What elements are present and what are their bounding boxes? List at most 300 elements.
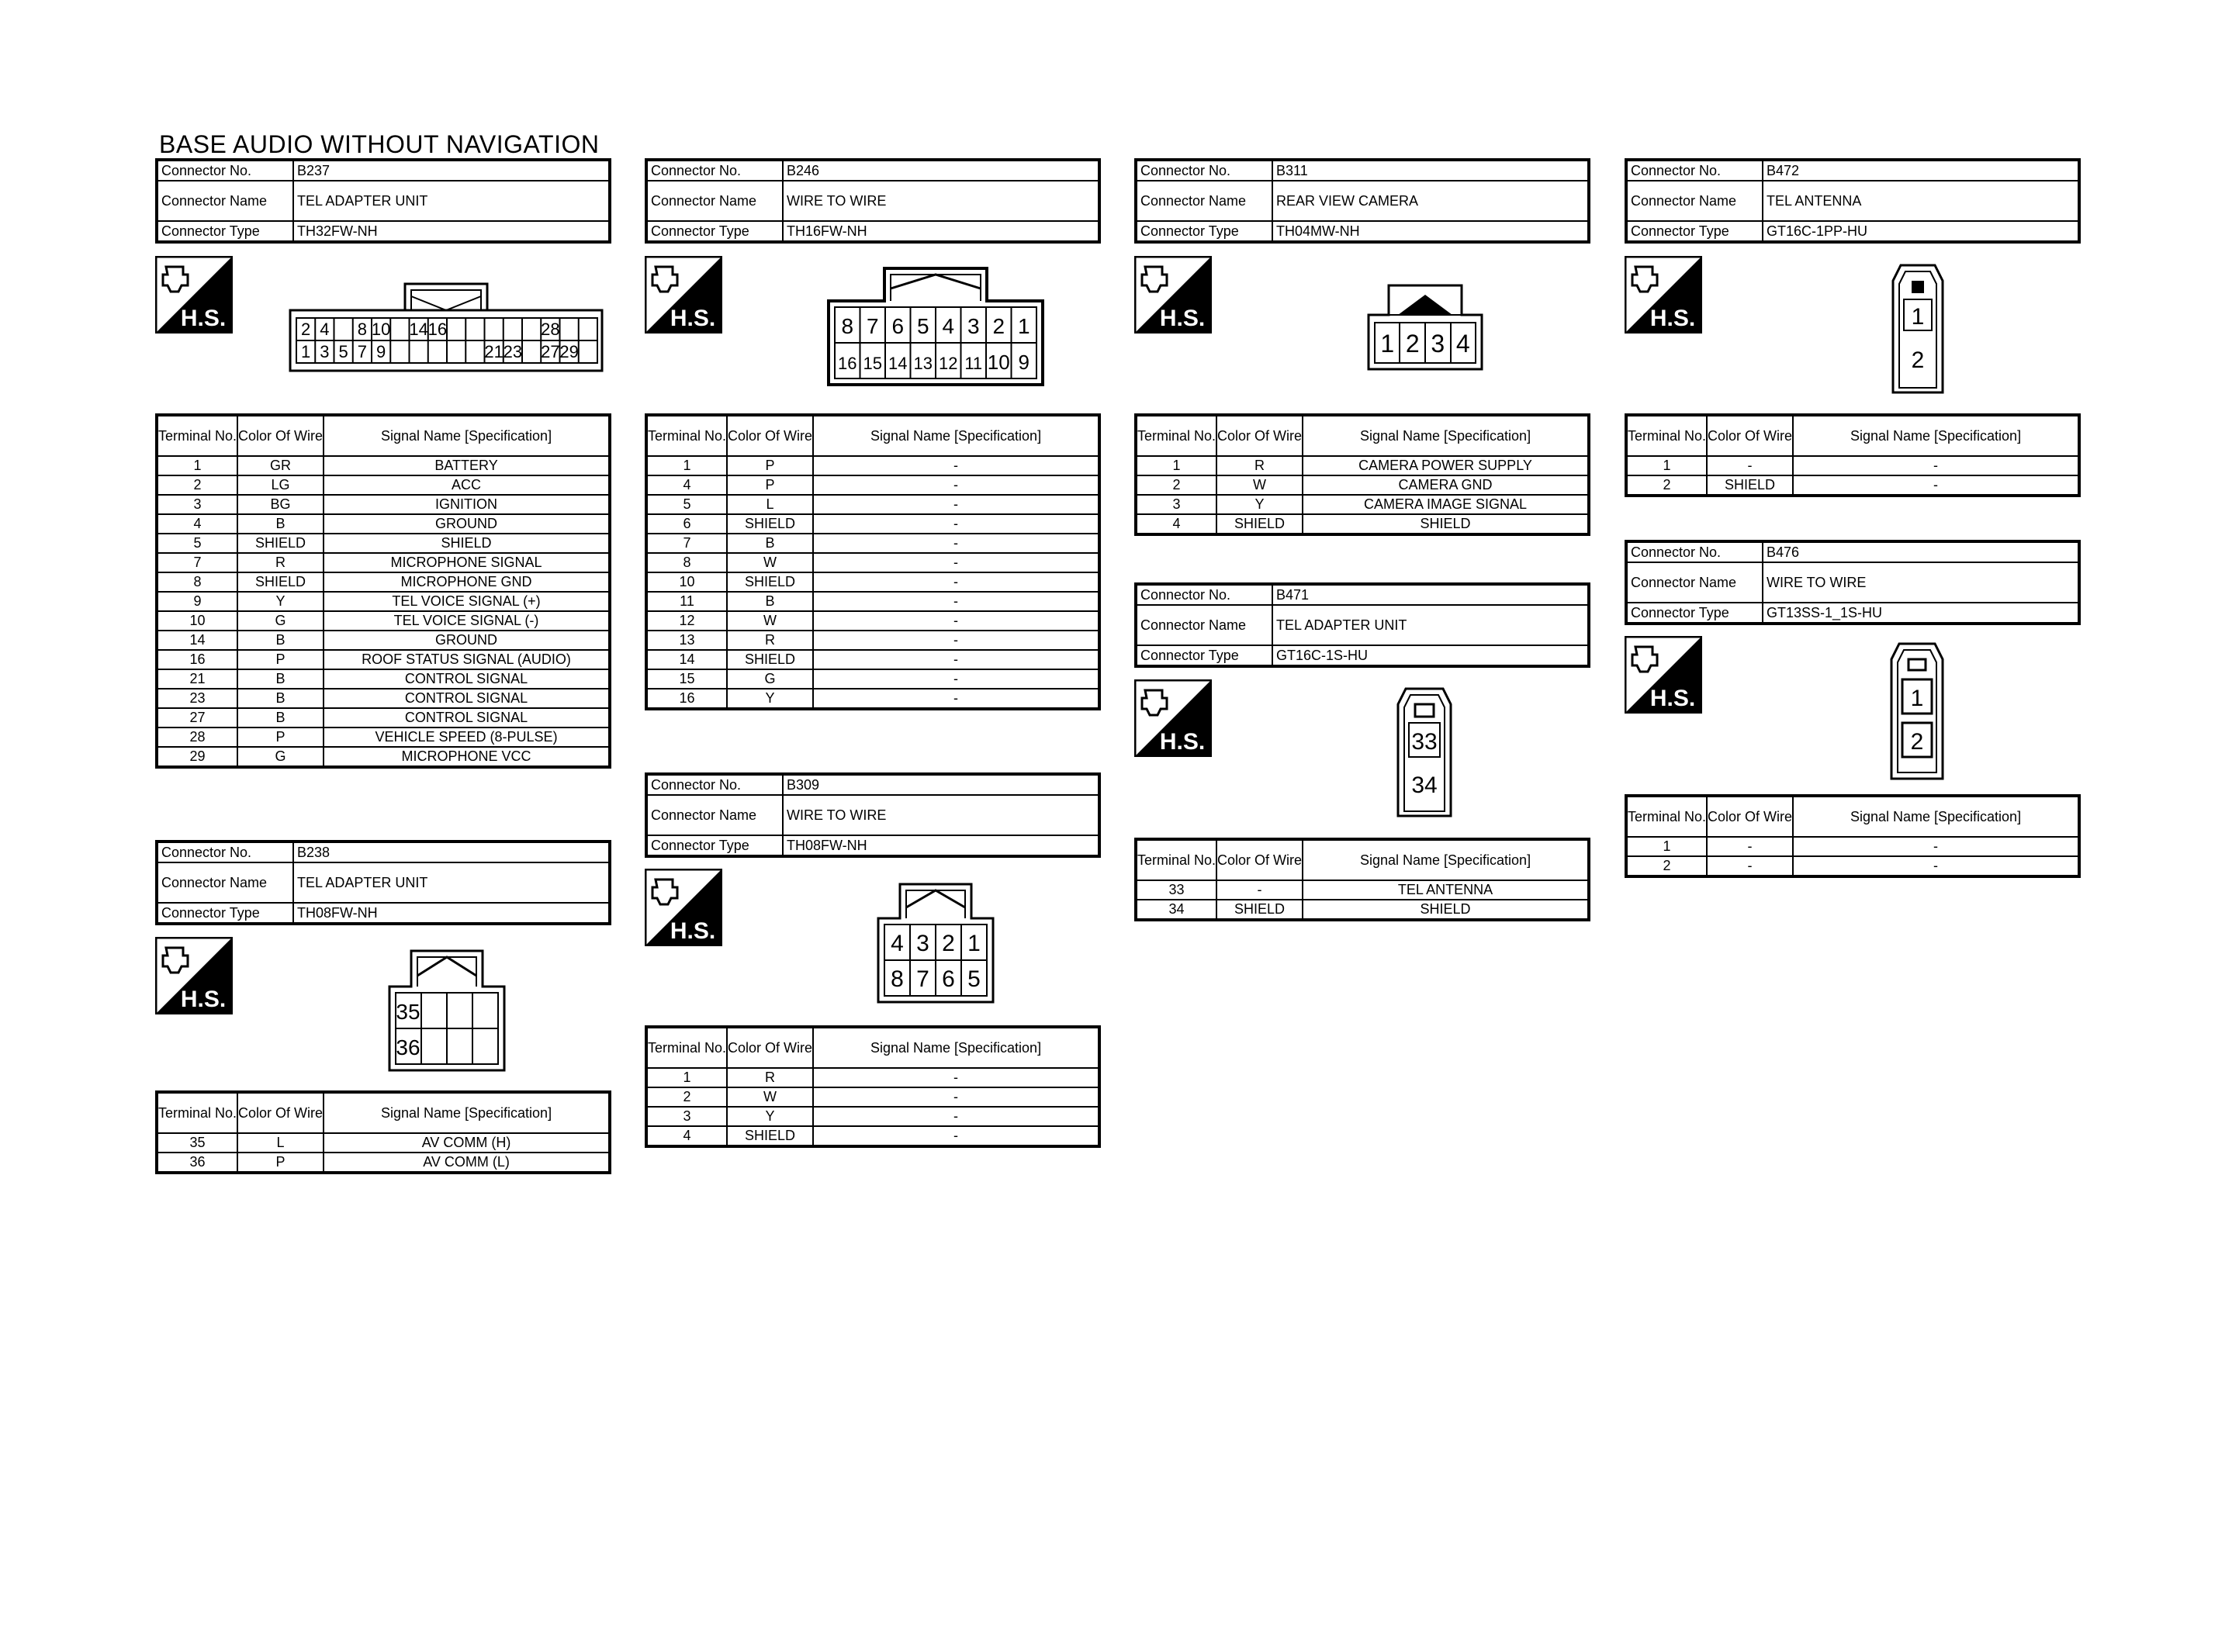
terminal-no-cell: 12 <box>646 611 727 631</box>
header-color-of-wire: Color Of Wire <box>1707 796 1793 837</box>
wire-color-cell: SHIELD <box>1216 900 1303 920</box>
pin-label: 1 <box>967 931 981 956</box>
terminal-no-cell: 28 <box>157 728 237 747</box>
hs-label: H.S. <box>180 987 227 1012</box>
wire-color-cell: Y <box>727 689 813 709</box>
label-connector-no: Connector No. <box>1136 160 1272 181</box>
wire-color-cell: W <box>727 611 813 631</box>
label-connector-no: Connector No. <box>1626 541 1763 562</box>
header-terminal-no: Terminal No. <box>646 1027 727 1068</box>
terminal-no-cell: 3 <box>646 1107 727 1126</box>
pin-label: 14 <box>888 354 908 373</box>
pin-label: 3 <box>916 931 929 956</box>
pin-label: 4 <box>891 931 904 956</box>
pin-label: 29 <box>559 342 579 361</box>
connector-face-b311 <box>1367 282 1483 371</box>
connector-no-value: B311 <box>1272 160 1589 181</box>
wire-color-cell: R <box>727 631 813 650</box>
connector-type-value: GT16C-1S-HU <box>1272 645 1589 666</box>
harness-side-icon <box>155 937 233 1014</box>
connector-info-b476 <box>1625 540 2081 625</box>
wire-color-cell: P <box>727 456 813 475</box>
wire-color-cell: G <box>237 611 324 631</box>
connector-face-b476 <box>1890 642 1944 780</box>
label-connector-name: Connector Name <box>157 862 293 903</box>
wire-color-cell: - <box>1216 880 1303 900</box>
terminal-row <box>157 456 610 475</box>
signal-name-cell: SHIELD <box>324 534 610 553</box>
terminal-row <box>157 650 610 669</box>
wire-color-cell: W <box>727 553 813 572</box>
hs-label: H.S. <box>1159 729 1206 755</box>
terminal-row <box>646 553 1099 572</box>
connector-name-value: REAR VIEW CAMERA <box>1272 181 1589 221</box>
pin-label: 2 <box>1911 347 1925 373</box>
pin-label: 2 <box>301 320 311 339</box>
wire-color-cell: B <box>237 631 324 650</box>
signal-name-cell: CONTROL SIGNAL <box>324 708 610 728</box>
signal-name-cell: SHIELD <box>1303 514 1589 534</box>
signal-name-cell: CONTROL SIGNAL <box>324 669 610 689</box>
pin-label: 11 <box>964 354 983 373</box>
terminal-no-cell: 2 <box>1626 856 1707 876</box>
wire-color-cell: P <box>237 728 324 747</box>
wire-color-cell: G <box>237 747 324 767</box>
wire-color-cell: W <box>727 1087 813 1107</box>
terminal-table-b237 <box>155 413 611 769</box>
wire-color-cell: SHIELD <box>727 514 813 534</box>
signal-name-cell: AV COMM (H) <box>324 1133 610 1153</box>
signal-name-cell: MICROPHONE VCC <box>324 747 610 767</box>
signal-name-cell: - <box>813 592 1099 611</box>
signal-name-cell: - <box>1793 837 2079 856</box>
harness-side-icon <box>1134 256 1212 334</box>
connector-name-value: TEL ADAPTER UNIT <box>1272 605 1589 645</box>
pin-label: 7 <box>866 314 879 338</box>
connector-face-b472 <box>1891 264 1944 394</box>
terminal-row <box>157 553 610 572</box>
connector-info-b238 <box>155 840 611 925</box>
wire-color-cell: P <box>237 650 324 669</box>
terminal-no-cell: 21 <box>157 669 237 689</box>
terminal-no-cell: 36 <box>157 1153 237 1173</box>
wire-color-cell: B <box>237 514 324 534</box>
terminal-row <box>646 650 1099 669</box>
signal-name-cell: - <box>813 1087 1099 1107</box>
terminal-table-b471 <box>1134 838 1590 921</box>
wire-color-cell: - <box>1707 856 1793 876</box>
header-signal-name: Signal Name [Specification] <box>324 415 610 456</box>
wire-color-cell: P <box>727 475 813 495</box>
connector-name-value: WIRE TO WIRE <box>1763 562 2079 603</box>
terminal-row <box>157 1153 610 1173</box>
wire-color-cell: BG <box>237 495 324 514</box>
terminal-no-cell: 13 <box>646 631 727 650</box>
terminal-row <box>157 1133 610 1153</box>
signal-name-cell: CAMERA POWER SUPPLY <box>1303 456 1589 475</box>
connector-info-b472 <box>1625 158 2081 244</box>
harness-side-icon <box>155 256 233 334</box>
pin-label: 14 <box>409 320 428 339</box>
signal-name-cell: TEL VOICE SIGNAL (-) <box>324 611 610 631</box>
connector-info-b311 <box>1134 158 1590 244</box>
label-connector-type: Connector Type <box>1136 221 1272 242</box>
wire-color-cell: G <box>727 669 813 689</box>
wire-color-cell: GR <box>237 456 324 475</box>
label-connector-no: Connector No. <box>157 842 293 862</box>
terminal-no-cell: 35 <box>157 1133 237 1153</box>
header-color-of-wire: Color Of Wire <box>237 415 324 456</box>
signal-name-cell: GROUND <box>324 514 610 534</box>
wire-color-cell: - <box>1707 837 1793 856</box>
header-terminal-no: Terminal No. <box>1626 796 1707 837</box>
label-connector-no: Connector No. <box>646 774 783 795</box>
terminal-no-cell: 4 <box>157 514 237 534</box>
wire-color-cell: B <box>727 592 813 611</box>
wire-color-cell: SHIELD <box>727 572 813 592</box>
terminal-no-cell: 23 <box>157 689 237 708</box>
signal-name-cell: TEL VOICE SIGNAL (+) <box>324 592 610 611</box>
wire-color-cell: SHIELD <box>237 572 324 592</box>
pin-label: 36 <box>396 1035 420 1059</box>
wire-color-cell: R <box>727 1068 813 1087</box>
terminal-no-cell: 3 <box>157 495 237 514</box>
terminal-row <box>157 747 610 767</box>
pin-label: 10 <box>987 351 1010 374</box>
terminal-row <box>646 611 1099 631</box>
label-connector-type: Connector Type <box>646 835 783 856</box>
connector-type-value: TH32FW-NH <box>293 221 610 242</box>
header-terminal-no: Terminal No. <box>1626 415 1707 456</box>
terminal-no-cell: 15 <box>646 669 727 689</box>
pin-label: 8 <box>841 314 854 338</box>
terminal-row <box>157 514 610 534</box>
header-color-of-wire: Color Of Wire <box>1216 839 1303 880</box>
harness-side-icon <box>645 869 722 946</box>
header-color-of-wire: Color Of Wire <box>727 1027 813 1068</box>
pin-label: 2 <box>1405 330 1420 358</box>
harness-side-icon <box>1134 679 1212 757</box>
terminal-no-cell: 10 <box>157 611 237 631</box>
pin-label: 1 <box>301 342 311 361</box>
terminal-row <box>1626 456 2079 475</box>
label-connector-name: Connector Name <box>646 795 783 835</box>
connector-face-b237 <box>289 281 604 372</box>
header-terminal-no: Terminal No. <box>1136 415 1216 456</box>
pin-label: 21 <box>484 342 504 361</box>
harness-side-icon <box>645 256 722 334</box>
terminal-no-cell: 7 <box>157 553 237 572</box>
terminal-row <box>646 592 1099 611</box>
label-connector-type: Connector Type <box>157 221 293 242</box>
terminal-row <box>646 572 1099 592</box>
terminal-no-cell: 7 <box>646 534 727 553</box>
header-signal-name: Signal Name [Specification] <box>1793 796 2079 837</box>
wire-color-cell: B <box>727 534 813 553</box>
header-color-of-wire: Color Of Wire <box>727 415 813 456</box>
terminal-row <box>1136 514 1589 534</box>
harness-side-icon <box>1625 636 1702 714</box>
signal-name-cell: - <box>813 1126 1099 1146</box>
pin-label: 6 <box>891 314 905 338</box>
connector-no-value: B471 <box>1272 584 1589 605</box>
pin-label: 13 <box>913 354 933 373</box>
terminal-no-cell: 1 <box>646 456 727 475</box>
signal-name-cell: - <box>813 669 1099 689</box>
connector-no-value: B238 <box>293 842 610 862</box>
pin-label: 2 <box>1910 729 1924 755</box>
hs-label: H.S. <box>670 918 716 944</box>
header-signal-name: Signal Name [Specification] <box>1793 415 2079 456</box>
pin-label: 27 <box>541 342 560 361</box>
label-connector-name: Connector Name <box>157 181 293 221</box>
signal-name-cell: TEL ANTENNA <box>1303 880 1589 900</box>
connector-face-b309 <box>877 881 995 1004</box>
label-connector-type: Connector Type <box>646 221 783 242</box>
signal-name-cell: ROOF STATUS SIGNAL (AUDIO) <box>324 650 610 669</box>
signal-name-cell: MICROPHONE GND <box>324 572 610 592</box>
terminal-row <box>157 611 610 631</box>
terminal-row <box>646 1126 1099 1146</box>
label-connector-name: Connector Name <box>1626 562 1763 603</box>
terminal-row <box>157 669 610 689</box>
header-signal-name: Signal Name [Specification] <box>813 1027 1099 1068</box>
terminal-row <box>157 631 610 650</box>
wire-color-cell: SHIELD <box>727 650 813 669</box>
terminal-row <box>1136 900 1589 920</box>
signal-name-cell: - <box>1793 475 2079 496</box>
label-connector-type: Connector Type <box>1626 221 1763 242</box>
hs-label: H.S. <box>670 306 716 331</box>
hs-label: H.S. <box>180 306 227 331</box>
wire-color-cell: L <box>237 1133 324 1153</box>
wire-color-cell: P <box>237 1153 324 1173</box>
header-signal-name: Signal Name [Specification] <box>1303 415 1589 456</box>
wire-color-cell: Y <box>727 1107 813 1126</box>
connector-no-value: B472 <box>1763 160 2079 181</box>
connector-type-value: TH16FW-NH <box>783 221 1099 242</box>
hs-label: H.S. <box>1159 306 1206 331</box>
signal-name-cell: - <box>813 611 1099 631</box>
signal-name-cell: AV COMM (L) <box>324 1153 610 1173</box>
terminal-row <box>646 456 1099 475</box>
terminal-row <box>157 592 610 611</box>
wire-color-cell: B <box>237 689 324 708</box>
pin-label: 3 <box>320 342 330 361</box>
connector-type-value: GT13SS-1_1S-HU <box>1763 603 2079 624</box>
wire-color-cell: SHIELD <box>727 1126 813 1146</box>
terminal-no-cell: 34 <box>1136 900 1216 920</box>
terminal-row <box>646 689 1099 709</box>
header-terminal-no: Terminal No. <box>157 1092 237 1133</box>
label-connector-no: Connector No. <box>157 160 293 181</box>
wire-color-cell: SHIELD <box>237 534 324 553</box>
terminal-no-cell: 10 <box>646 572 727 592</box>
connector-info-b237 <box>155 158 611 244</box>
pin-label: 2 <box>992 314 1005 338</box>
terminal-no-cell: 5 <box>646 495 727 514</box>
connector-name-value: TEL ADAPTER UNIT <box>293 862 610 903</box>
pin-label: 1 <box>1380 330 1395 358</box>
terminal-no-cell: 8 <box>157 572 237 592</box>
pin-label: 5 <box>338 342 348 361</box>
pin-label: 9 <box>376 342 386 361</box>
wire-color-cell: B <box>237 669 324 689</box>
terminal-no-cell: 3 <box>1136 495 1216 514</box>
label-connector-type: Connector Type <box>157 903 293 924</box>
header-terminal-no: Terminal No. <box>646 415 727 456</box>
signal-name-cell: - <box>813 456 1099 475</box>
pin-label: 16 <box>838 354 857 373</box>
terminal-no-cell: 16 <box>646 689 727 709</box>
pin-label: 1 <box>1910 686 1924 711</box>
harness-side-icon <box>1625 256 1702 334</box>
header-signal-name: Signal Name [Specification] <box>324 1092 610 1133</box>
signal-name-cell: - <box>813 1068 1099 1087</box>
terminal-row <box>1626 475 2079 496</box>
signal-name-cell: - <box>1793 856 2079 876</box>
terminal-row <box>646 534 1099 553</box>
signal-name-cell: - <box>813 631 1099 650</box>
signal-name-cell: - <box>813 689 1099 709</box>
terminal-no-cell: 33 <box>1136 880 1216 900</box>
connector-no-value: B476 <box>1763 541 2079 562</box>
label-connector-name: Connector Name <box>1626 181 1763 221</box>
terminal-no-cell: 5 <box>157 534 237 553</box>
terminal-no-cell: 4 <box>646 475 727 495</box>
connector-type-value: TH08FW-NH <box>783 835 1099 856</box>
terminal-no-cell: 2 <box>157 475 237 495</box>
signal-name-cell: - <box>813 553 1099 572</box>
terminal-no-cell: 27 <box>157 708 237 728</box>
terminal-no-cell: 2 <box>646 1087 727 1107</box>
wire-color-cell: L <box>727 495 813 514</box>
terminal-no-cell: 8 <box>646 553 727 572</box>
wire-color-cell: - <box>1707 456 1793 475</box>
signal-name-cell: CONTROL SIGNAL <box>324 689 610 708</box>
terminal-row <box>157 572 610 592</box>
signal-name-cell: CAMERA IMAGE SIGNAL <box>1303 495 1589 514</box>
pin-label: 2 <box>942 931 955 956</box>
signal-name-cell: IGNITION <box>324 495 610 514</box>
pin-label: 7 <box>357 342 367 361</box>
pin-label: 10 <box>371 320 391 339</box>
terminal-row <box>646 631 1099 650</box>
signal-name-cell: - <box>813 495 1099 514</box>
wire-color-cell: B <box>237 708 324 728</box>
signal-name-cell: MICROPHONE SIGNAL <box>324 553 610 572</box>
terminal-row <box>157 534 610 553</box>
pin-label: 33 <box>1411 729 1438 755</box>
hs-label: H.S. <box>1649 686 1696 711</box>
terminal-row <box>646 1107 1099 1126</box>
header-signal-name: Signal Name [Specification] <box>813 415 1099 456</box>
connector-name-value: TEL ANTENNA <box>1763 181 2079 221</box>
terminal-table-b309 <box>645 1025 1101 1148</box>
connector-face-b471 <box>1396 687 1452 817</box>
label-connector-no: Connector No. <box>1136 584 1272 605</box>
terminal-row <box>1136 475 1589 495</box>
wire-color-cell: Y <box>237 592 324 611</box>
connector-info-b309 <box>645 772 1101 858</box>
terminal-row <box>1626 856 2079 876</box>
signal-name-cell: - <box>813 534 1099 553</box>
terminal-no-cell: 4 <box>1136 514 1216 534</box>
terminal-table-b472 <box>1625 413 2081 497</box>
terminal-row <box>646 495 1099 514</box>
terminal-row <box>157 689 610 708</box>
terminal-no-cell: 1 <box>1136 456 1216 475</box>
pin-label: 28 <box>541 320 560 339</box>
page-title: BASE AUDIO WITHOUT NAVIGATION <box>159 130 600 158</box>
connector-name-value: TEL ADAPTER UNIT <box>293 181 610 221</box>
pin-label: 35 <box>396 1000 420 1024</box>
label-connector-type: Connector Type <box>1626 603 1763 624</box>
connector-no-value: B309 <box>783 774 1099 795</box>
hs-label: H.S. <box>1649 306 1696 331</box>
signal-name-cell: - <box>813 1107 1099 1126</box>
signal-name-cell: ACC <box>324 475 610 495</box>
connector-face-b246 <box>827 265 1044 386</box>
wire-color-cell: SHIELD <box>1707 475 1793 496</box>
pin-label: 6 <box>942 966 955 992</box>
pin-label: 8 <box>357 320 367 339</box>
terminal-no-cell: 2 <box>1136 475 1216 495</box>
pin-label: 4 <box>942 314 955 338</box>
wire-color-cell: SHIELD <box>1216 514 1303 534</box>
pin-label: 12 <box>939 354 958 373</box>
wire-color-cell: W <box>1216 475 1303 495</box>
pin-label: 7 <box>916 966 929 992</box>
terminal-no-cell: 11 <box>646 592 727 611</box>
pin-label: 3 <box>967 314 980 338</box>
pin-label: 8 <box>891 966 904 992</box>
connector-type-value: TH08FW-NH <box>293 903 610 924</box>
header-color-of-wire: Color Of Wire <box>1216 415 1303 456</box>
terminal-table-b238 <box>155 1090 611 1174</box>
header-terminal-no: Terminal No. <box>1136 839 1216 880</box>
wire-color-cell: R <box>237 553 324 572</box>
signal-name-cell: - <box>813 572 1099 592</box>
connector-face-b238 <box>388 948 506 1072</box>
terminal-no-cell: 2 <box>1626 475 1707 496</box>
terminal-no-cell: 29 <box>157 747 237 767</box>
header-color-of-wire: Color Of Wire <box>237 1092 324 1133</box>
connector-name-value: WIRE TO WIRE <box>783 181 1099 221</box>
terminal-row <box>646 1087 1099 1107</box>
wire-color-cell: LG <box>237 475 324 495</box>
terminal-no-cell: 16 <box>157 650 237 669</box>
terminal-no-cell: 1 <box>157 456 237 475</box>
terminal-row <box>1136 495 1589 514</box>
signal-name-cell: - <box>813 514 1099 534</box>
header-color-of-wire: Color Of Wire <box>1707 415 1793 456</box>
header-signal-name: Signal Name [Specification] <box>1303 839 1589 880</box>
signal-name-cell: - <box>813 650 1099 669</box>
pin-label: 9 <box>1018 351 1030 374</box>
terminal-no-cell: 9 <box>157 592 237 611</box>
terminal-row <box>157 495 610 514</box>
pin-label: 5 <box>967 966 981 992</box>
signal-name-cell: CAMERA GND <box>1303 475 1589 495</box>
pin-label: 16 <box>427 320 448 339</box>
label-connector-name: Connector Name <box>1136 181 1272 221</box>
wire-color-cell: Y <box>1216 495 1303 514</box>
pin-label: 15 <box>863 354 882 373</box>
signal-name-cell: - <box>1793 456 2079 475</box>
pin-label: 34 <box>1411 772 1438 798</box>
terminal-row <box>1626 837 2079 856</box>
